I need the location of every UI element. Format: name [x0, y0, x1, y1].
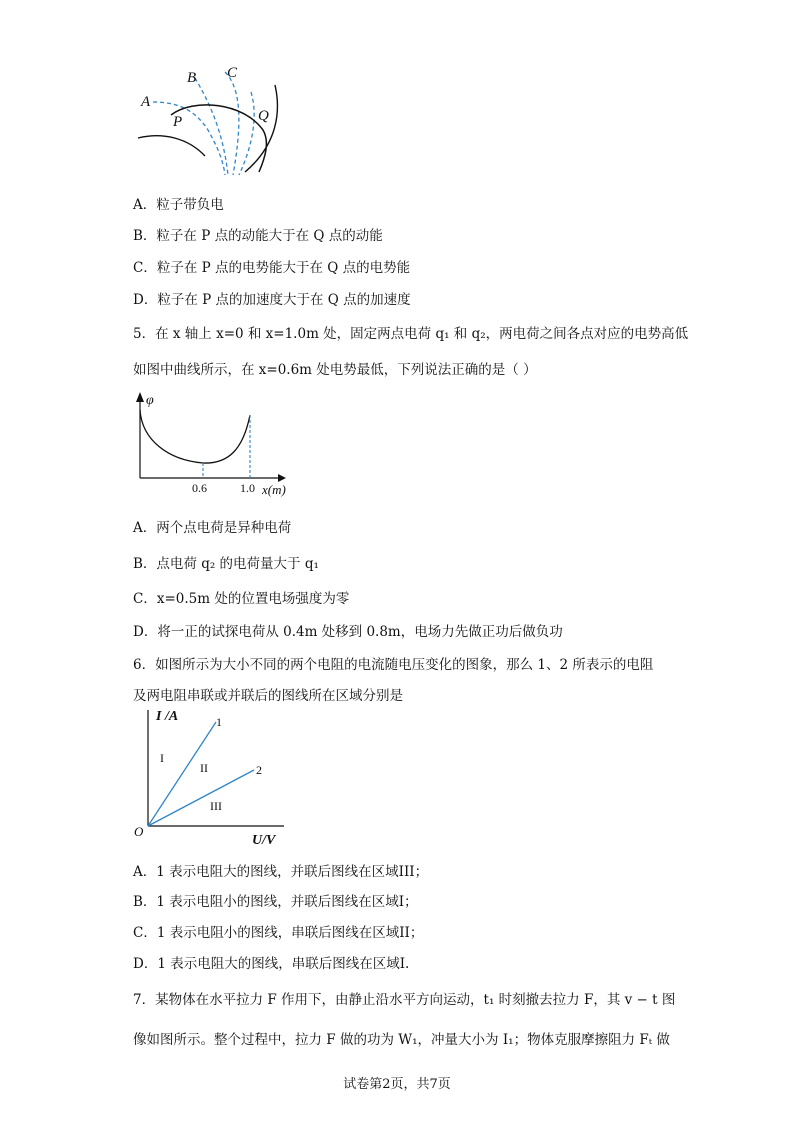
q4-option-c: C．粒子在 P 点的电势能大于在 Q 点的电势能	[133, 260, 411, 276]
line-1-label: 1	[216, 715, 222, 729]
field-line-c	[225, 72, 239, 175]
q4-option-d: D．粒子在 P 点的加速度大于在 Q 点的加速度	[133, 292, 411, 308]
region-1-label: I	[160, 751, 164, 765]
y-axis-label: I /A	[156, 709, 179, 724]
region-3-label: III	[210, 799, 222, 813]
q6-option-c: C．1 表示电阻小的图线，串联后图线在区域II；	[133, 925, 424, 941]
q5-option-c: C．x=0.5m 处的位置电场强度为零	[133, 591, 350, 607]
q6-option-b: B．1 表示电阻小的图线，并联后图线在区域I；	[133, 894, 418, 910]
trajectory-curve	[171, 105, 266, 172]
trajectory-figure	[133, 60, 293, 180]
q6-stem-line2: 及两电阻串联或并联后的图线所在区域分别是	[133, 688, 403, 704]
y-axis-label: φ	[146, 393, 154, 408]
boundary-arc-left	[138, 136, 205, 156]
line-2-label: 2	[256, 763, 262, 777]
region-2-label: II	[200, 761, 208, 775]
potential-graph	[128, 390, 298, 500]
q4-option-a: A．粒子带负电	[133, 197, 224, 213]
label-q: Q	[258, 108, 269, 124]
q7-stem-line2: 像如图所示。整个过程中，拉力 F 做的功为 W₁，冲量大小为 I₁；物体克服摩擦阻力 Fₜ 做	[133, 1032, 670, 1048]
q5-option-a: A．两个点电荷是异种电荷	[133, 520, 292, 536]
iu-graph	[134, 706, 294, 846]
label-c: C	[227, 65, 238, 81]
q5-stem-line2: 如图中曲线所示，在 x=0.6m 处电势最低，下列说法正确的是（ ）	[133, 362, 537, 378]
x-axis-label: x(m)	[262, 482, 286, 497]
q4-option-b: B．粒子在 P 点的动能大于在 Q 点的动能	[133, 228, 383, 244]
q6-option-d: D．1 表示电阻大的图线，串联后图线在区域I.	[133, 956, 410, 972]
q6-option-a: A．1 表示电阻大的图线，并联后图线在区域III；	[133, 864, 429, 880]
tick-0-6: 0.6	[192, 481, 207, 495]
label-b: B	[187, 70, 197, 86]
q6-stem-line1: 6．如图所示为大小不同的两个电阻的电流随电压变化的图象，那么 1、2 所表示的电阻	[133, 657, 654, 673]
tick-1-0: 1.0	[240, 481, 255, 495]
q5-option-d: D．将一正的试探电荷从 0.4m 处移到 0.8m，电场力先做正功后做负功	[133, 624, 563, 640]
q5-option-b: B．点电荷 q₂ 的电荷量大于 q₁	[133, 556, 319, 572]
field-line-b	[195, 78, 228, 175]
q5-stem-line1: 5．在 x 轴上 x=0 和 x=1.0m 处，固定两点电荷 q₁ 和 q₂，两电荷之间各点对应的电势高低	[133, 326, 689, 342]
potential-curve	[140, 410, 250, 463]
origin-label: O	[134, 824, 144, 839]
label-p: P	[173, 114, 183, 130]
page-footer: 试卷第2页，共7页	[343, 1077, 451, 1092]
field-line-a	[153, 102, 225, 175]
line-2	[148, 770, 254, 826]
label-a: A	[141, 94, 151, 110]
x-axis-label: U/V	[252, 833, 276, 848]
q7-stem-line1: 7．某物体在水平拉力 F 作用下，由静止沿水平方向运动，t₁ 时刻撤去拉力 F，其 v − t 图	[133, 992, 676, 1008]
field-line-d	[239, 92, 254, 175]
